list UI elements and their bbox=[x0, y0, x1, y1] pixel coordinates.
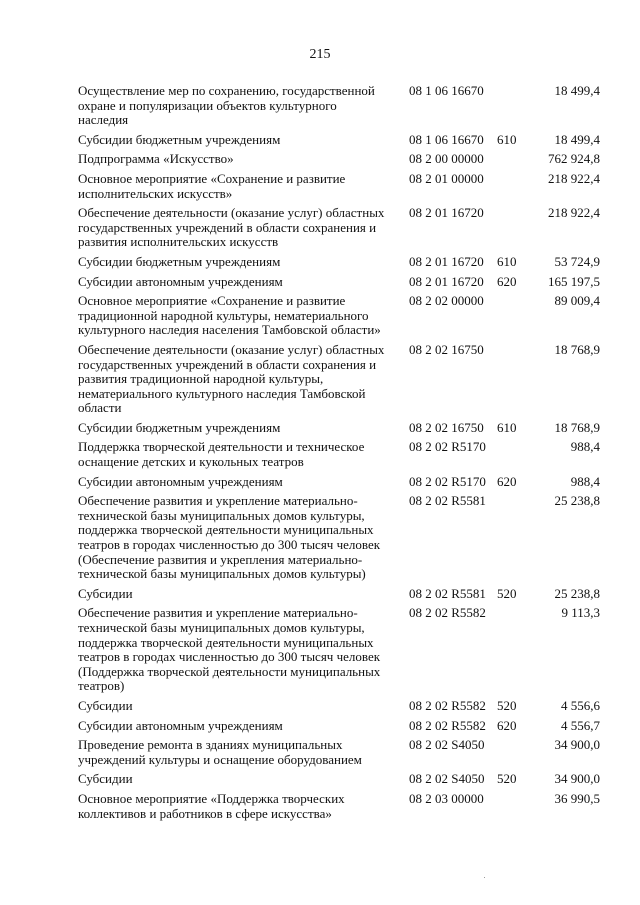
table-row bbox=[78, 494, 608, 582]
row-name: Субсидии bbox=[78, 771, 133, 787]
row-code: 08 2 02 R5170 bbox=[409, 439, 486, 455]
row-code: 08 2 02 R5582 bbox=[409, 605, 486, 621]
table-row bbox=[78, 792, 608, 821]
row-name: Субсидии автономным учреждениям bbox=[78, 717, 283, 733]
row-name: Субсидии автономным учреждениям bbox=[78, 273, 283, 289]
scan-speck bbox=[484, 877, 485, 878]
budget-table bbox=[78, 84, 608, 826]
row-name: Обеспечение деятельности (оказание услуг) областных государственных учреждений в области сохранения и развития исполнительских искусств bbox=[78, 205, 385, 250]
table-row bbox=[78, 719, 608, 734]
row-amount: 34 900,0 bbox=[554, 737, 600, 753]
row-code: 08 2 02 R5582 bbox=[409, 697, 486, 713]
row-amount: 89 009,4 bbox=[554, 293, 600, 309]
row-expense-type: 520 bbox=[497, 585, 517, 601]
row-code: 08 2 01 16720 bbox=[409, 273, 484, 289]
row-amount: 53 724,9 bbox=[554, 253, 600, 269]
row-amount: 218 922,4 bbox=[548, 205, 600, 221]
row-amount: 18 499,4 bbox=[554, 131, 600, 147]
table-row bbox=[78, 421, 608, 436]
table-row bbox=[78, 294, 608, 338]
row-expense-type: 520 bbox=[497, 771, 517, 787]
table-row bbox=[78, 738, 608, 767]
table-row bbox=[78, 343, 608, 416]
row-code: 08 2 02 16750 bbox=[409, 341, 484, 357]
row-code: 08 2 02 R5170 bbox=[409, 473, 486, 489]
table-row bbox=[78, 84, 608, 128]
row-amount: 988,4 bbox=[570, 473, 600, 489]
row-name: Субсидии бюджетным учреждениям bbox=[78, 419, 281, 435]
row-expense-type: 610 bbox=[497, 131, 517, 147]
row-code: 08 2 02 R5581 bbox=[409, 585, 486, 601]
row-code: 08 2 02 R5582 bbox=[409, 717, 486, 733]
row-expense-type: 520 bbox=[497, 697, 517, 713]
row-code: 08 2 02 S4050 bbox=[409, 771, 485, 787]
row-amount: 36 990,5 bbox=[554, 790, 600, 806]
row-code: 08 2 03 00000 bbox=[409, 790, 484, 806]
row-name: Осуществление мер по сохранению, государственной охране и популяризации объектов культурного наследия bbox=[78, 83, 375, 128]
row-name: Поддержка творческой деятельности и техническое оснащение детских и кукольных театров bbox=[78, 439, 365, 470]
row-name: Субсидии bbox=[78, 697, 133, 713]
row-name: Обеспечение развития и укрепление материально- технической базы муниципальных домов культуры, поддержка творческой деятельности муниципальных театров в городах численностью до 300 тысяч человек (Обеспечение развития и укрепления материально- технической базы муниципальных домов культуры) bbox=[78, 493, 381, 582]
row-code: 08 2 02 R5581 bbox=[409, 493, 486, 509]
table-row bbox=[78, 206, 608, 250]
page-number: 215 bbox=[309, 47, 331, 62]
row-amount: 4 556,6 bbox=[561, 697, 600, 713]
table-row bbox=[78, 275, 608, 290]
row-amount: 34 900,0 bbox=[554, 771, 600, 787]
row-name: Основное мероприятие «Сохранение и развитие исполнительских искусств» bbox=[78, 170, 346, 201]
row-code: 08 2 02 S4050 bbox=[409, 737, 485, 753]
table-row bbox=[78, 475, 608, 490]
row-name: Обеспечение развития и укрепление материально- технической базы муниципальных домов культуры, поддержка творческой деятельности муниципальных театров в городах численностью до 300 тысяч человек (Поддержка творческой деятельности муниципальных театров) bbox=[78, 605, 381, 694]
row-amount: 18 768,9 bbox=[554, 341, 600, 357]
table-row bbox=[78, 255, 608, 270]
row-name: Основное мероприятие «Сохранение и развитие традиционной народной культуры, нематериального культурного наследия населения Тамбовской области» bbox=[78, 293, 381, 338]
row-amount: 18 768,9 bbox=[554, 419, 600, 435]
row-name: Субсидии бюджетным учреждениям bbox=[78, 253, 281, 269]
row-amount: 9 113,3 bbox=[561, 605, 600, 621]
row-expense-type: 620 bbox=[497, 473, 517, 489]
row-amount: 165 197,5 bbox=[548, 273, 600, 289]
row-name: Подпрограмма «Искусство» bbox=[78, 151, 234, 167]
table-row bbox=[78, 152, 608, 167]
row-expense-type: 610 bbox=[497, 253, 517, 269]
row-code: 08 1 06 16670 bbox=[409, 131, 484, 147]
row-code: 08 2 02 16750 bbox=[409, 419, 484, 435]
row-name: Субсидии бюджетным учреждениям bbox=[78, 131, 281, 147]
row-amount: 18 499,4 bbox=[554, 83, 600, 98]
row-expense-type: 620 bbox=[497, 717, 517, 733]
table-row bbox=[78, 587, 608, 602]
row-expense-type: 620 bbox=[497, 273, 517, 289]
row-amount: 218 922,4 bbox=[548, 170, 600, 186]
row-name: Обеспечение деятельности (оказание услуг) областных государственных учреждений в области сохранения и развития традиционной народной культуры, нематериального культурного наследия Тамбовской области bbox=[78, 341, 385, 416]
table-row bbox=[78, 440, 608, 469]
row-name: Субсидии bbox=[78, 585, 133, 601]
row-name: Субсидии автономным учреждениям bbox=[78, 473, 283, 489]
table-row bbox=[78, 133, 608, 148]
row-code: 08 2 01 16720 bbox=[409, 205, 484, 221]
row-code: 08 2 01 16720 bbox=[409, 253, 484, 269]
row-code: 08 1 06 16670 bbox=[409, 83, 484, 98]
row-code: 08 2 01 00000 bbox=[409, 170, 484, 186]
row-amount: 25 238,8 bbox=[554, 585, 600, 601]
row-code: 08 2 00 00000 bbox=[409, 151, 484, 167]
row-code: 08 2 02 00000 bbox=[409, 293, 484, 309]
row-amount: 988,4 bbox=[570, 439, 600, 455]
table-row bbox=[78, 699, 608, 714]
table-row bbox=[78, 772, 608, 787]
row-amount: 25 238,8 bbox=[554, 493, 600, 509]
row-name: Проведение ремонта в зданиях муниципальных учреждений культуры и оснащение оборудованием bbox=[78, 737, 362, 767]
row-expense-type: 610 bbox=[497, 419, 517, 435]
row-amount: 762 924,8 bbox=[548, 151, 600, 167]
table-row bbox=[78, 172, 608, 201]
row-name: Основное мероприятие «Поддержка творческих коллективов и работников в сфере искусства» bbox=[78, 790, 345, 821]
row-amount: 4 556,7 bbox=[561, 717, 600, 733]
table-row bbox=[78, 606, 608, 694]
